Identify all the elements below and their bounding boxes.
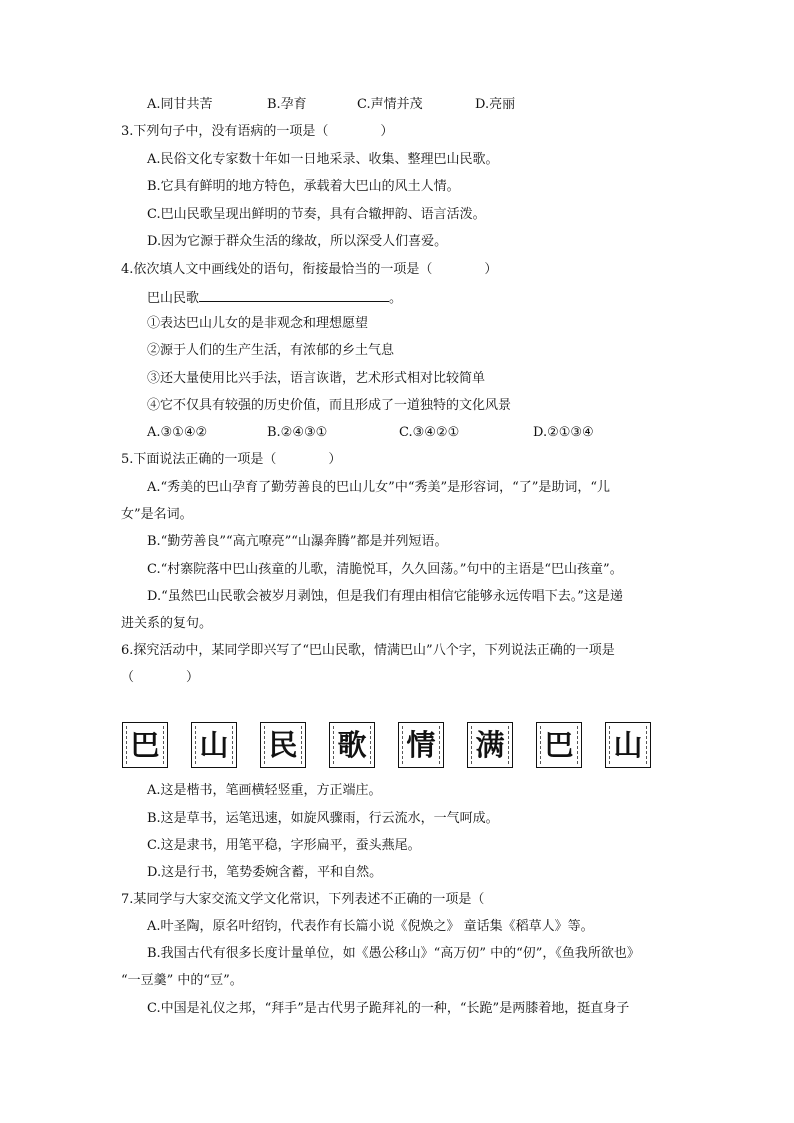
q6-option-a: A.这是楷书，笔画横轻竖重，方正端庄。 — [147, 783, 382, 798]
calligraphy-char: 民 — [268, 728, 298, 762]
calligraphy-char-box — [536, 722, 582, 768]
q4-option-a: A.③①④② — [147, 425, 208, 440]
q3-option-c: C.巴山民歌呈现出鲜明的节奏，具有合辙押韵、语言活泼。 — [147, 207, 486, 222]
calligraphy-char-box — [398, 722, 444, 768]
q4-option-c: C.③④②① — [399, 425, 460, 440]
q3-option-d: D.因为它源于群众生活的缘故，所以深受人们喜爱。 — [147, 234, 448, 249]
q4-prefix: 巴山民歌 — [147, 291, 200, 306]
q4-option-d: D.②①③④ — [533, 425, 594, 440]
q2-option-d: D.亮丽 — [475, 97, 516, 112]
q4-stem: 4.依次填人文中画线处的语句，衔接最恰当的一项是（ ） — [121, 262, 498, 277]
q4-suffix: 。 — [389, 291, 403, 306]
calligraphy-char: 满 — [475, 728, 505, 762]
calligraphy-char-box — [605, 722, 651, 768]
calligraphy-char-box — [329, 722, 375, 768]
q7-option-b-line2: “一豆羹” 中的“豆”。 — [121, 973, 243, 988]
q5-option-b: B.“勤劳善良”“高亢嘹亮”“山瀑奔腾”都是并列短语。 — [147, 534, 448, 549]
q2-option-b: B.孕育 — [267, 97, 307, 112]
calligraphy-char: 山 — [613, 728, 643, 762]
q2-option-a: A.同甘共苦 — [147, 97, 213, 112]
calligraphy-char: 巴 — [130, 728, 160, 762]
q2-option-c: C.声情并茂 — [357, 97, 423, 112]
calligraphy-char: 山 — [199, 728, 229, 762]
calligraphy-char-box — [191, 722, 237, 768]
calligraphy-char: 歌 — [337, 728, 367, 762]
q6-paren: （ ） — [121, 670, 200, 685]
calligraphy-char: 巴 — [544, 728, 574, 762]
q7-option-c-line1: C.中国是礼仪之邦，“拜手”是古代男子跪拜礼的一种，“长跪”是两膝着地，挺直身子 — [147, 1001, 630, 1016]
calligraphy-char: 情 — [406, 728, 436, 762]
q4-option-b: B.②④③① — [267, 425, 328, 440]
q7-option-b-line1: B.我国古代有很多长度计量单位，如《愚公移山》“高万仞” 中的“仞”，《鱼我所欲也》 — [147, 946, 640, 961]
q5-option-d-line1: D.“虽然巴山民歌会被岁月剥蚀，但是我们有理由相信它能够永远传唱下去。”这是递 — [147, 589, 623, 604]
q5-stem: 5.下面说法正确的一项是（ ） — [121, 452, 342, 467]
q4-sentence-2: ②源于人们的生产生活，有浓郁的乡土气息 — [147, 343, 395, 358]
q6-option-c: C.这是隶书，用笔平稳，字形扁平，蚕头燕尾。 — [147, 838, 421, 853]
q4-sentence-1: ①表达巴山儿女的是非观念和理想愿望 — [147, 316, 369, 331]
q4-sentence-3: ③还大量使用比兴手法，语言诙谐，艺术形式相对比较简单 — [147, 371, 486, 386]
q5-option-a-line2: 女”是名词。 — [121, 507, 193, 522]
calligraphy-char-box — [122, 722, 168, 768]
q4-sentence-4: ④它不仅具有较强的历史价值，而且形成了一道独特的文化风景 — [147, 398, 512, 413]
q7-option-a: A.叶圣陶，原名叶绍钧，代表作有长篇小说《倪焕之》 童话集《稻草人》等。 — [147, 919, 594, 934]
q3-option-b: B.它具有鲜明的地方特色，承载着大巴山的风土人情。 — [147, 179, 460, 194]
q4-fill-line — [147, 288, 402, 308]
q7-stem: 7.某同学与大家交流文学文化常识，下列表述不正确的一项是（ — [121, 892, 485, 907]
calligraphy-char-box — [467, 722, 513, 768]
q3-stem: 3.下列句子中，没有语病的一项是（ ） — [121, 124, 394, 139]
q4-blank — [199, 288, 389, 302]
calligraphy-char-box — [260, 722, 306, 768]
q6-stem: 6.探究活动中，某同学即兴写了“巴山民歌，情满巴山”八个字，下列说法正确的一项是 — [121, 643, 615, 658]
q3-option-a: A.民俗文化专家数十年如一日地采录、收集、整理巴山民歌。 — [147, 152, 499, 167]
q6-option-b: B.这是草书，运笔迅速，如旋风骤雨，行云流水，一气呵成。 — [147, 811, 499, 826]
q6-option-d: D.这是行书，笔势委婉含蓄，平和自然。 — [147, 865, 383, 880]
q5-option-a-line1: A.“秀美的巴山孕育了勤劳善良的巴山儿女”中“秀美”是形容词，“了”是助词，“儿 — [147, 480, 611, 495]
q5-option-c: C.“村寨院落中巴山孩童的儿歌，清脆悦耳，久久回荡。”句中的主语是“巴山孩童”。 — [147, 562, 623, 577]
calligraphy-sample — [0, 722, 794, 770]
q5-option-d-line2: 进关系的复句。 — [121, 616, 213, 631]
